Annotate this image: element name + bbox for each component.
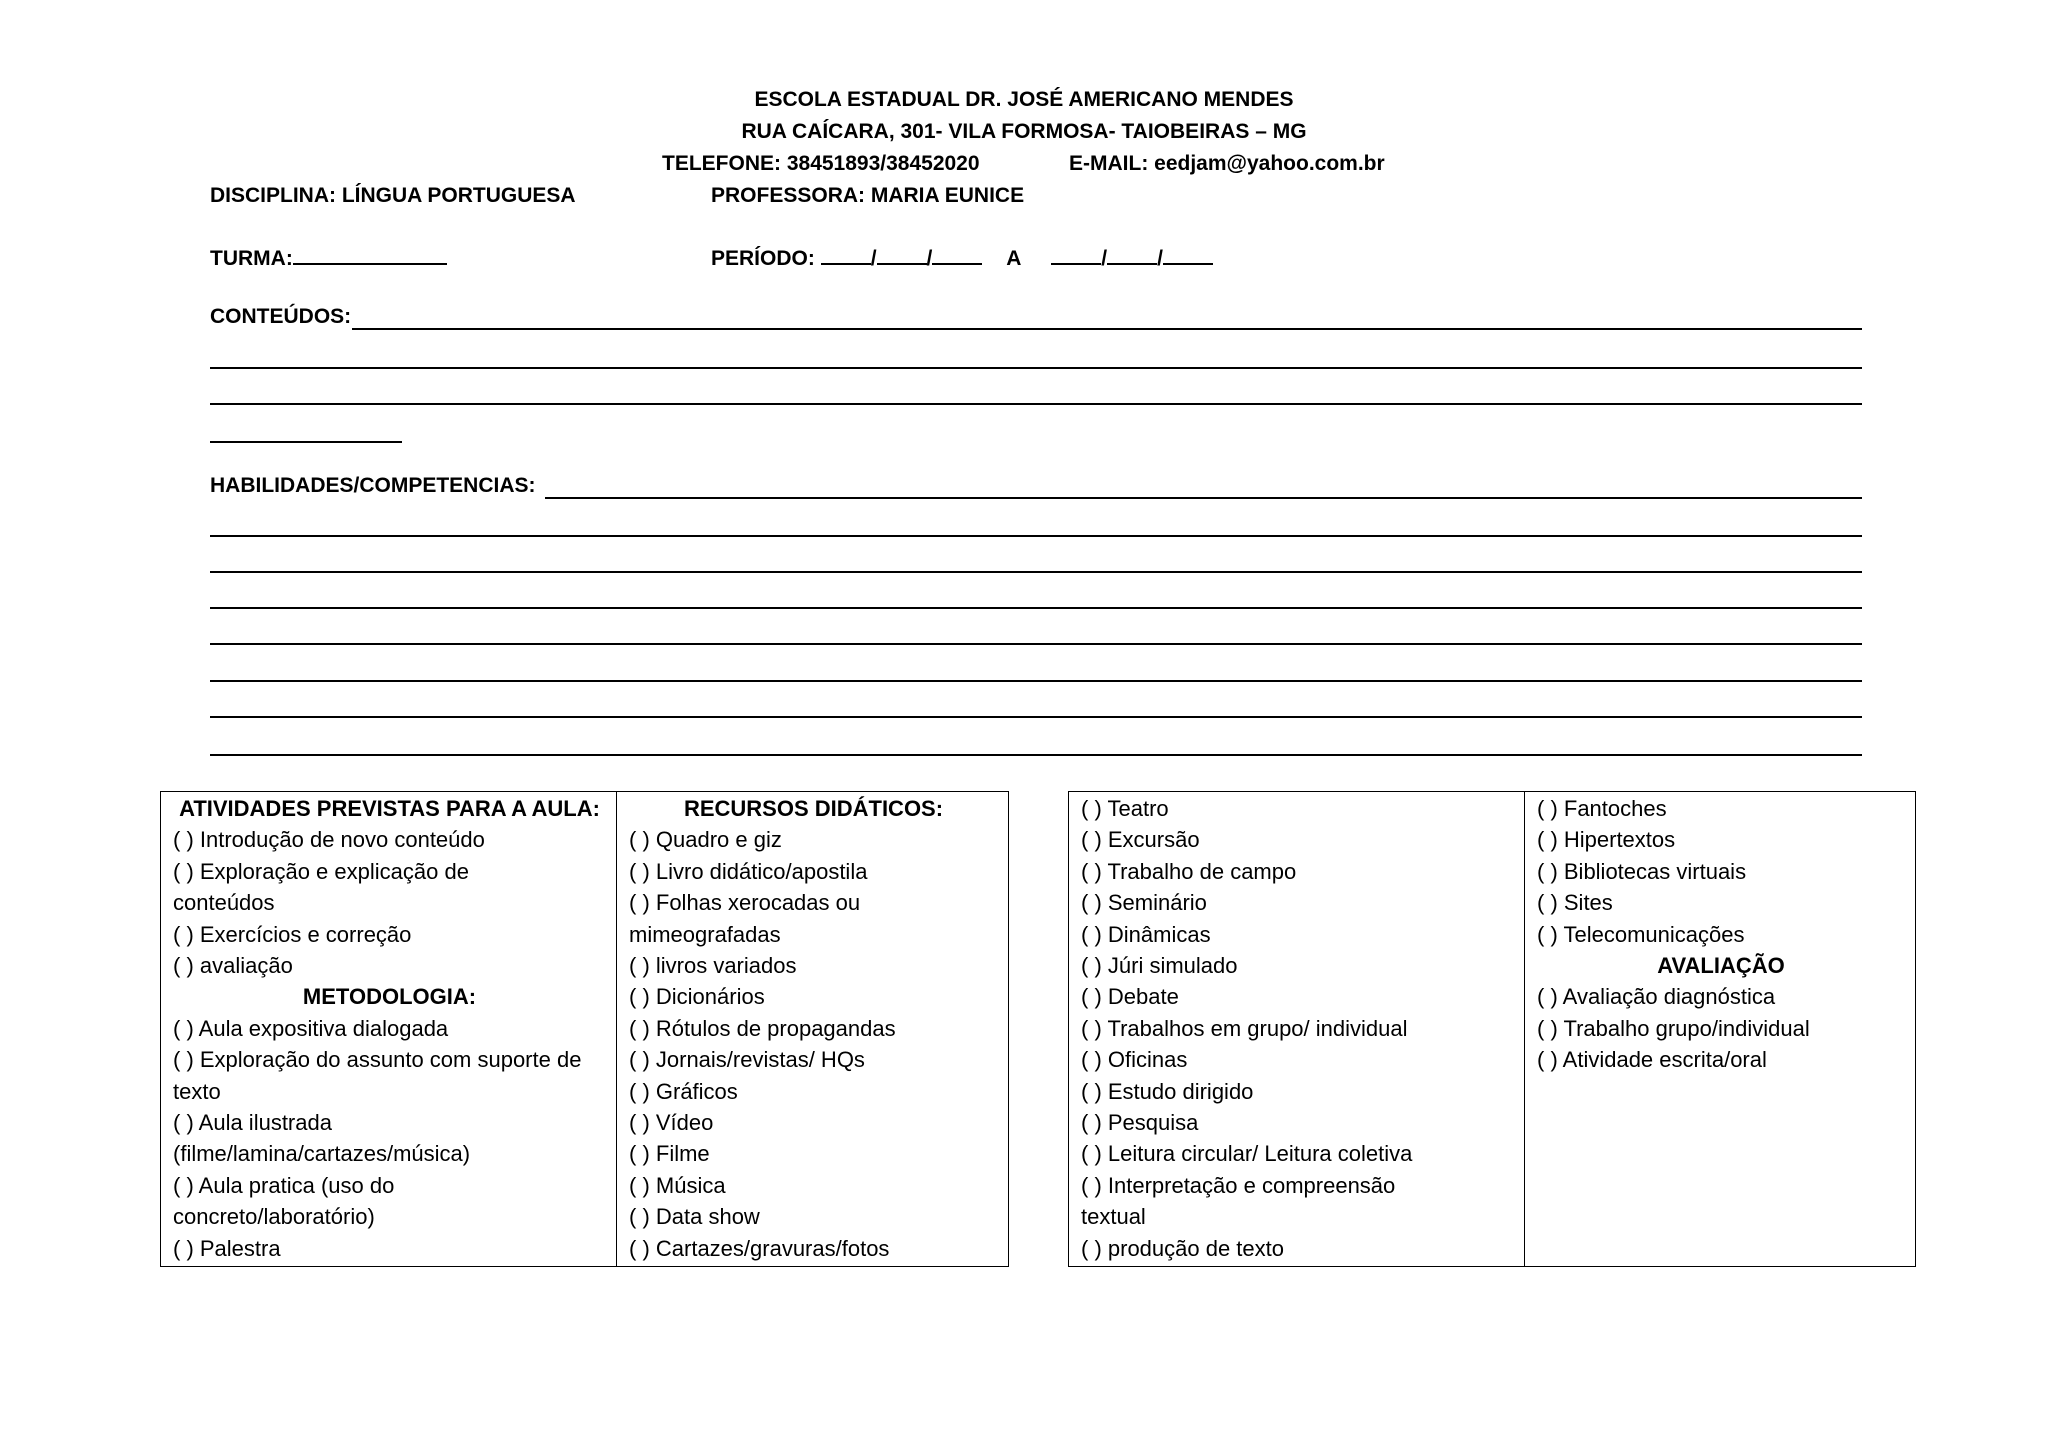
checkbox-item: ( ) Trabalho de campo xyxy=(1081,858,1297,884)
checkbox-item: ( ) Exploração e explicação de conteúdos xyxy=(173,858,469,916)
resources-title: RECURSOS DIDÁTICOS: xyxy=(683,796,944,821)
checkbox-item: ( ) Filme xyxy=(629,1141,710,1167)
checkbox-item: ( ) avaliação xyxy=(173,953,293,979)
period-separator: / xyxy=(1101,247,1108,270)
contents-line xyxy=(352,328,1862,330)
period-start-year-blank xyxy=(932,245,982,265)
school-phone: TELEFONE: 38451893/38452020 xyxy=(662,152,980,175)
contents-line xyxy=(210,441,402,443)
skills-line xyxy=(210,680,1862,682)
period-separator: / xyxy=(926,247,933,270)
checkbox-item: ( ) Leitura circular/ Leitura coletiva xyxy=(1081,1141,1413,1167)
checkbox-item: ( ) Aula pratica (uso do concreto/laboratório) xyxy=(173,1172,395,1230)
checkbox-item: ( ) Excursão xyxy=(1081,827,1200,853)
checkbox-item: ( ) Teatro xyxy=(1081,796,1169,821)
resources-column xyxy=(616,792,1008,1266)
checkbox-item: ( ) Fantoches xyxy=(1537,796,1667,821)
checkbox-item: ( ) Avaliação diagnóstica xyxy=(1537,984,1776,1010)
checkbox-item: ( ) Trabalho grupo/individual xyxy=(1537,1015,1810,1041)
skills-line xyxy=(210,754,1862,756)
checkbox-item: ( ) Música xyxy=(629,1172,726,1198)
checkbox-item: ( ) Estudo dirigido xyxy=(1081,1078,1254,1104)
checkbox-item: ( ) Vídeo xyxy=(629,1110,714,1136)
school-address: RUA CAÍCARA, 301- VILA FORMOSA- TAIOBEIRAS – MG xyxy=(741,120,1307,143)
period-field xyxy=(711,245,1213,271)
activities-continued-column xyxy=(1069,792,1524,1266)
checkbox-item: ( ) Júri simulado xyxy=(1081,953,1238,979)
checkbox-item: ( ) Exploração do assunto com suporte de texto xyxy=(173,1047,582,1104)
checkbox-item: ( ) Hipertextos xyxy=(1537,827,1676,853)
period-end-month-blank xyxy=(1107,245,1157,265)
class-field xyxy=(210,245,447,271)
checkbox-item: ( ) Aula ilustrada (filme/lamina/cartazes/música) xyxy=(173,1110,471,1167)
discipline-label: DISCIPLINA: LÍNGUA PORTUGUESA xyxy=(210,184,576,207)
period-end-year-blank xyxy=(1163,245,1213,265)
checkbox-item: ( ) Jornais/revistas/ HQs xyxy=(629,1047,865,1073)
checkbox-item: ( ) produção de texto xyxy=(1081,1235,1285,1261)
activities-title: ATIVIDADES PREVISTAS PARA A AULA: xyxy=(179,796,600,821)
checkbox-item: ( ) Oficinas xyxy=(1081,1047,1188,1073)
school-email: E-MAIL: eedjam@yahoo.com.br xyxy=(1069,152,1385,175)
checkbox-item: ( ) Sites xyxy=(1537,890,1613,916)
checkbox-item: ( ) Dicionários xyxy=(629,984,765,1010)
checkbox-item: ( ) Introdução de novo conteúdo xyxy=(173,827,485,853)
skills-line xyxy=(210,607,1862,609)
period-separator: / xyxy=(1157,247,1163,270)
skills-line xyxy=(210,643,1862,645)
resources-evaluation-column xyxy=(1524,792,1915,1266)
contents-label: CONTEÚDOS: xyxy=(210,305,352,328)
contents-line xyxy=(210,403,1862,405)
checkbox-item: ( ) Atividade escrita/oral xyxy=(1537,1047,1767,1073)
methodology-title: METODOLOGIA: xyxy=(302,984,477,1010)
checkbox-item: ( ) Dinâmicas xyxy=(1081,921,1211,947)
checkbox-item: ( ) Trabalhos em grupo/ individual xyxy=(1081,1015,1408,1041)
skills-line xyxy=(210,571,1862,573)
checkbox-item: ( ) Rótulos de propagandas xyxy=(629,1015,896,1041)
period-separator: / xyxy=(870,247,877,270)
checkbox-item: ( ) Pesquisa xyxy=(1081,1110,1199,1136)
activities-evaluation-table xyxy=(1068,791,1916,1267)
checkbox-item: ( ) Telecomunicações xyxy=(1537,921,1745,947)
checkbox-item: ( ) Cartazes/gravuras/fotos xyxy=(629,1235,890,1261)
activities-resources-table xyxy=(160,791,1009,1267)
checkbox-item: ( ) Quadro e giz xyxy=(629,827,782,853)
checkbox-item: ( ) Exercícios e correção xyxy=(173,921,412,947)
checkbox-item: ( ) Folhas xerocadas ou mimeografadas xyxy=(629,890,861,947)
checkbox-item: ( ) Aula expositiva dialogada xyxy=(173,1015,449,1041)
evaluation-title: AVALIAÇÃO xyxy=(1657,953,1785,979)
period-label: PERÍODO: xyxy=(711,247,815,270)
checkbox-item: ( ) Gráficos xyxy=(629,1078,738,1104)
checkbox-item: ( ) Palestra xyxy=(173,1235,281,1261)
skills-label: HABILIDADES/COMPETENCIAS: xyxy=(210,474,536,497)
contents-line xyxy=(210,367,1862,369)
checkbox-item: ( ) Data show xyxy=(629,1204,760,1230)
activities-column xyxy=(161,792,616,1266)
checkbox-item: ( ) Debate xyxy=(1081,984,1179,1010)
skills-line xyxy=(545,497,1862,499)
skills-line xyxy=(210,716,1862,718)
period-to-label: A xyxy=(1006,247,1022,270)
checkbox-item: ( ) livros variados xyxy=(629,953,797,979)
period-start-month-blank xyxy=(877,245,927,265)
checkbox-item: ( ) Seminário xyxy=(1081,890,1207,916)
checkbox-item: ( ) Bibliotecas virtuais xyxy=(1537,858,1747,884)
class-blank xyxy=(293,245,447,265)
teacher-label: PROFESSORA: MARIA EUNICE xyxy=(711,184,1025,207)
checkbox-item: ( ) Interpretação e compreensão textual xyxy=(1081,1172,1396,1230)
skills-line xyxy=(210,535,1862,537)
period-end-day-blank xyxy=(1051,245,1101,265)
period-start-day-blank xyxy=(821,245,871,265)
class-label: TURMA: xyxy=(210,247,293,270)
checkbox-item: ( ) Livro didático/apostila xyxy=(629,858,868,884)
school-name: ESCOLA ESTADUAL DR. JOSÉ AMERICANO MENDES xyxy=(754,88,1294,111)
